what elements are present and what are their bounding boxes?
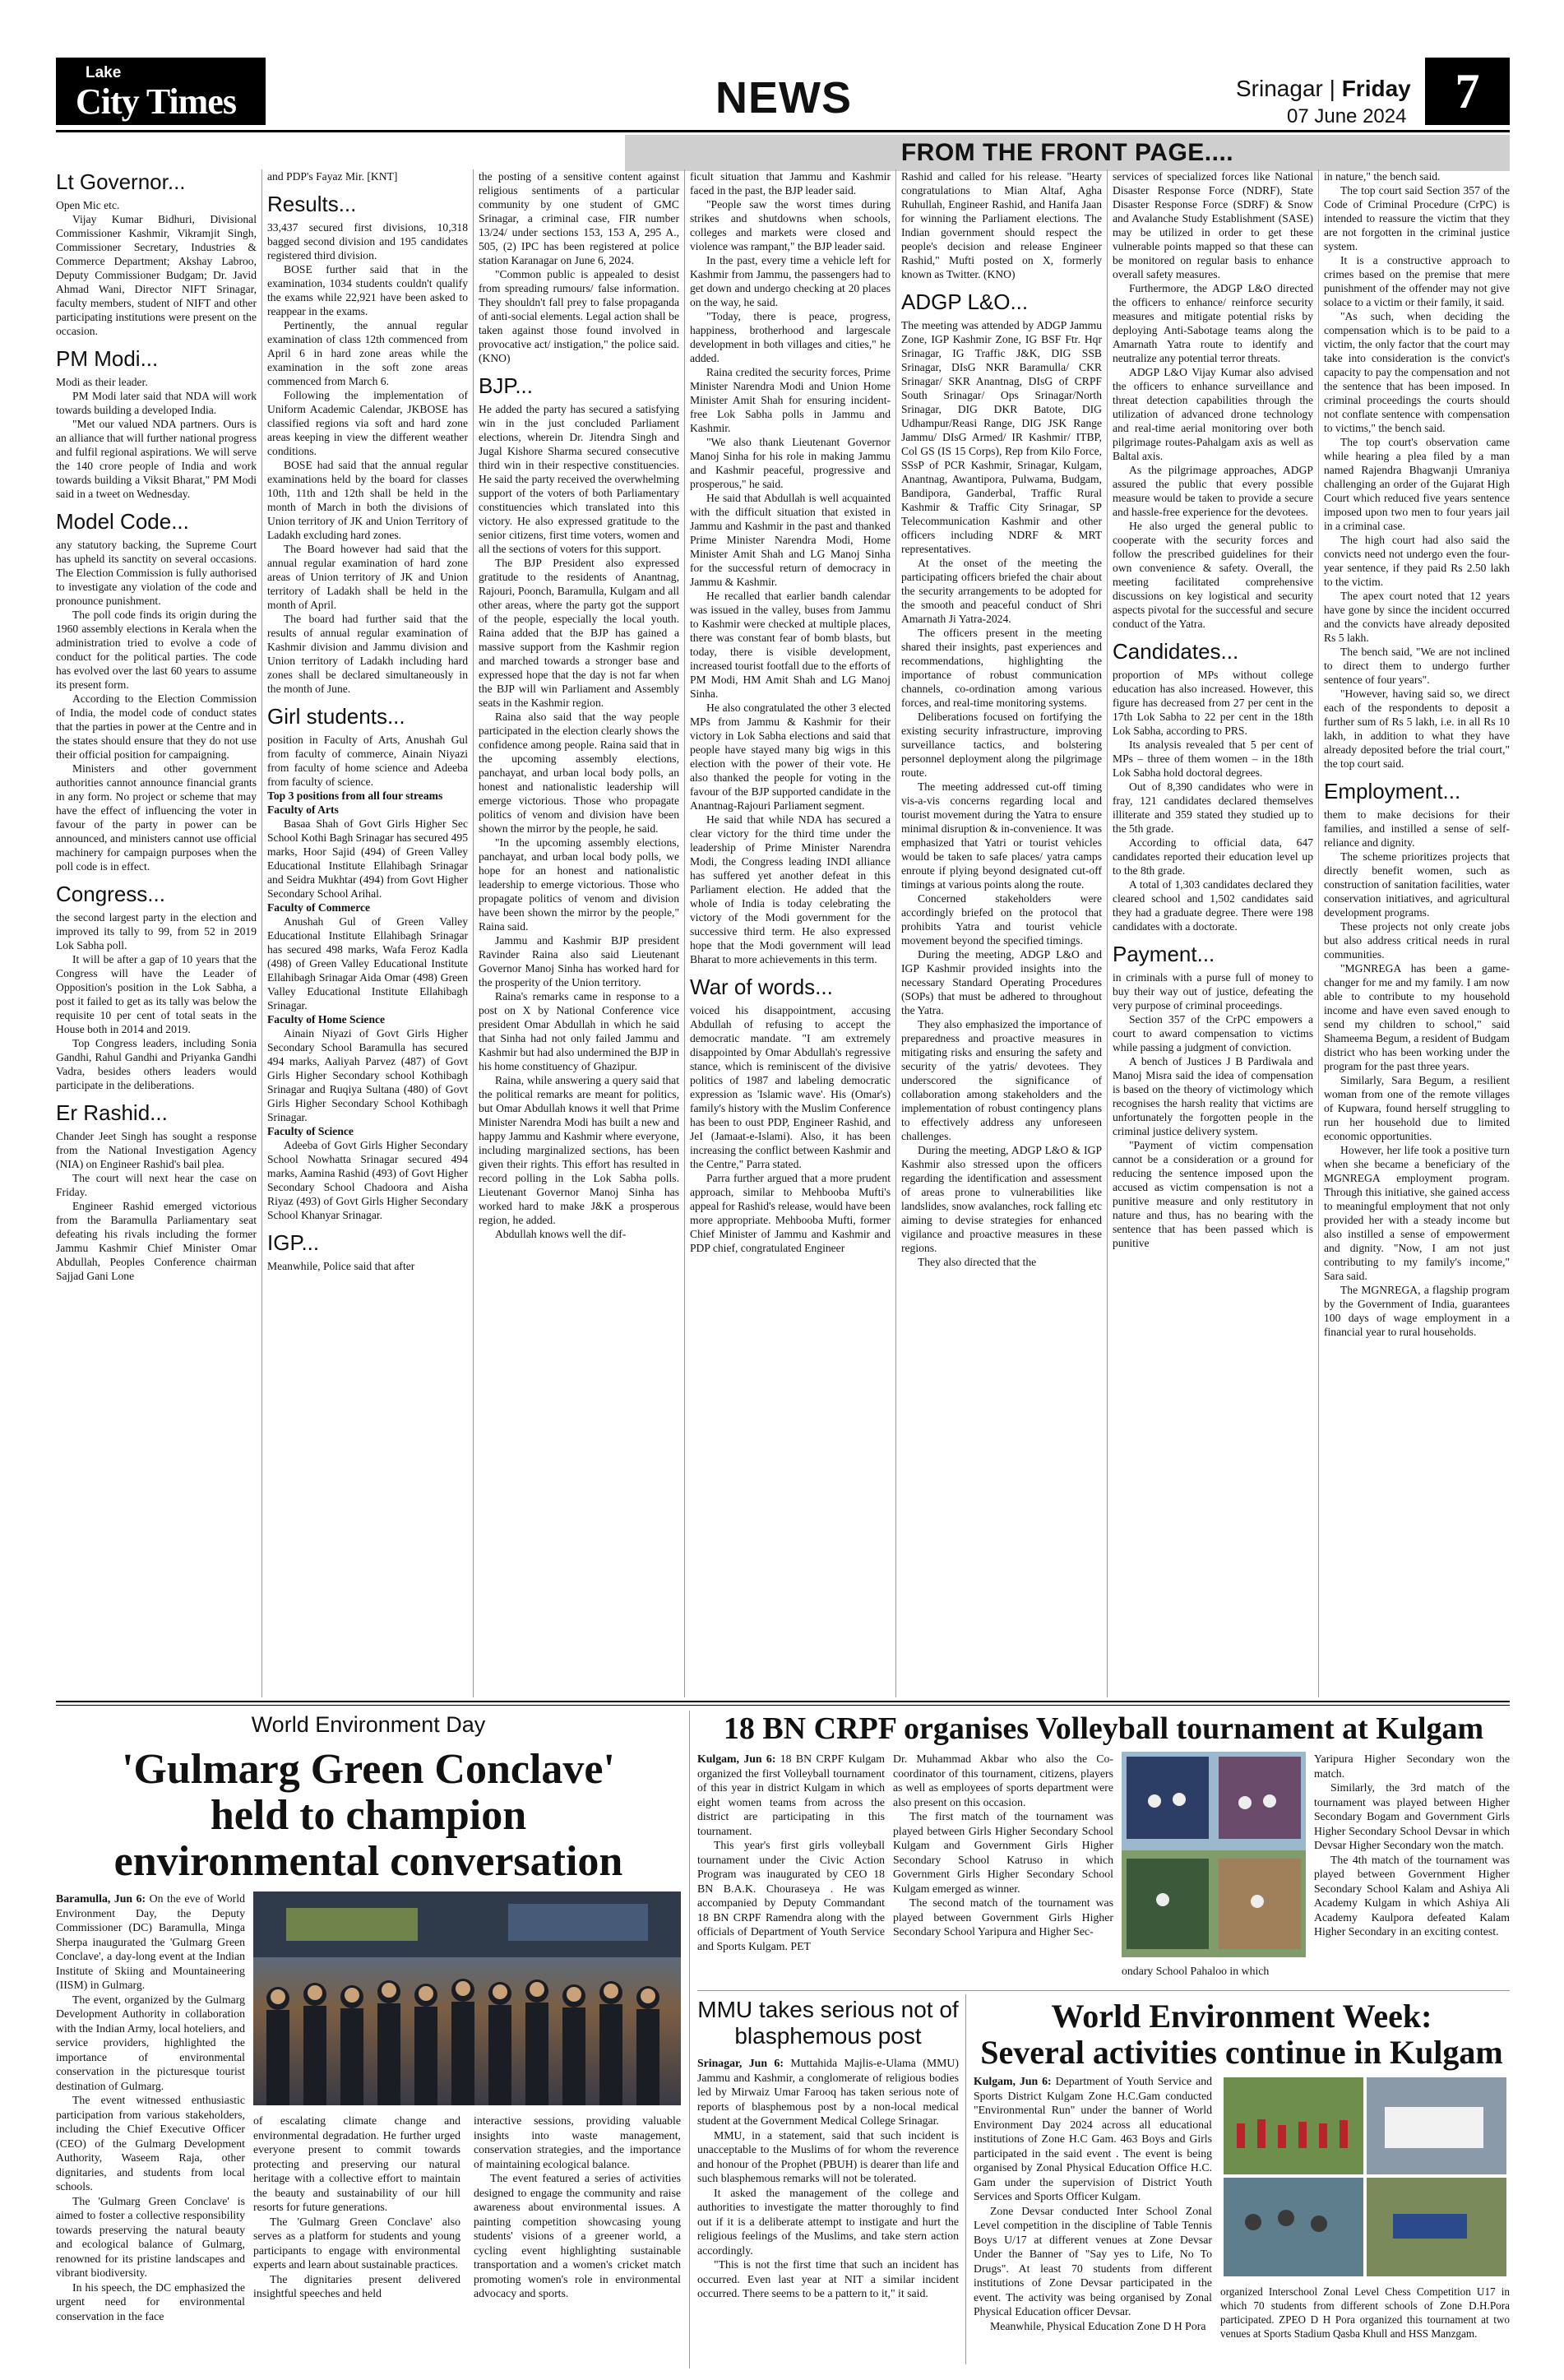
paragraph: He added the party has secured a satisfying win in the just concluded Parliament elections, wherein Dr. Jitendra Singh and Jugal Kishore Sharma secured consecutive third win in their respective constituencies. He said the party received the overwhelming support of the voters of both Parliamentary constituencies which translated into this victory. He also expressed gratitude to the senior citizens, first time voters, women and all the sections of voters for this support. — [479, 403, 679, 555]
paragraph: Chander Jeet Singh has sought a response from the National Investigation Agency (NIA) on Engineer Rashid's bail plea. — [56, 1130, 257, 1170]
crpf-col-1: Kulgam, Jun 6: 18 BN CRPF Kulgam organized the first Volleyball tournament of this year in district Kulgam in which eight women teams from across the district are participating in this tournament. This year's first girls volleyball tournament under the Civic Action Program was inaugurated by CEO 18 BN B.A.K. Chouraseya . He was accompanied by Deputy Commandant 18 BN CRPF Ramendra along with the officials of Department of Youth Service and Sports Kulgam. PET — [697, 1753, 885, 1952]
paragraph: ADGP L&O Vijay Kumar also advised the officers to enhance surveillance and threat detection capabilities through the utilization of advanced drone technology and real-time aerial monitoring over both pilgrimage routes-Pahalgam axis as well as Baltal axis. — [1113, 366, 1313, 462]
paragraph: "Common public is appealed to desist from spreading rumours/ false information. They shouldn't fall prey to false propaganda of anti-social elements. Legal action shall be taken against those found involved in provocative act/ instigation," the police said. (KNO) — [479, 268, 679, 364]
paragraph: BOSE further said that in the examination, 1034 students couldn't qualify the exams while 22,921 have been asked to reappear in the exams. — [267, 263, 468, 317]
paragraph: Engineer Rashid emerged victorious from the Baramulla Parliamentary seat defeating his rivals including the former Jammu Kashmir Chief Minister Omar Abdullah, Peoples Conference chairman Sajjad Gani Lone — [56, 1200, 257, 1282]
paragraph: Jammu and Kashmir BJP president Ravinder Raina also said Lieutenant Governor Manoj Sinha has worked hard for the prosperity of the Union territory. — [479, 934, 679, 989]
story-heading: ADGP L&O... — [901, 289, 1029, 314]
story-heading: BJP... — [479, 373, 534, 398]
column-divider — [965, 1994, 966, 2364]
paragraph: The meeting was attended by ADGP Jammu Zone, IGP Kashmir Zone, IG BSF Ftr. Hqr Srinagar, IG Traffic J&K, DIG SSB Srinagar, DIsG NKR Baramulla/ CKR Srinagar/ SKR Anantnag, DIsG of CRPF South Srinagar/ Ops Srinagar/North Srinagar, DIG DKR Batote, DIG Udhampur/Reasi Range, DIG JSK Range Jammu/ DIsG Armed/ IR Kashmir/ ITBP, Col GS (IS 15 Corps), Rep from Kilo Force, SSsP of PCR Kashmir, Srinagar, Kulgam, Anantnag, Awantipora, Pulwama, Budgam, Bandipora, Ganderbal, Traffic Rural Kashmir & Traffic City Srinagar, SP Telecommunication Kashmir and other officers including NDRF & MRT representatives. — [901, 319, 1102, 555]
paragraph: He said that while NDA has secured a clear victory for the third time under the leadership of Prime Minister Narendra Modi, the Congress leading INDI alliance has suffered yet another defeat in this Parliament election. He added that the whole of India is today celebrating the victory of the Modi government for the successive third term. He also expressed hope that the Modi government will lead Bharat to more achievements in this term. — [690, 813, 891, 965]
paragraph: Abdullah knows well the dif- — [495, 1228, 627, 1240]
column-1 — [56, 169, 257, 1699]
paragraph: the posting of a sensitive content against religious sentiments of a particular community by one student of GMC Srinagar, a criminal case, FIR number 13/24/ under sections 153, 153 A, 295 A., 505, (2) IPC has been registered at police station Karanagar on June 6, 2024. — [479, 170, 679, 266]
paragraph: The bench said, "We are not inclined to direct them to undergo further sentence of four years". — [1324, 646, 1510, 686]
paragraph: Concerned stakeholders were accordingly briefed on the protocol that prohibits Yatra and tourist vehicle movement beyond the specified timings. — [901, 892, 1102, 947]
paragraph: "In the upcoming assembly elections, panchayat, and urban local body polls, we hope for an honest and nationalistic leadership to emerge victorious. Those who propagate politics of venom and division have been shown the mirror by the people," Raina said. — [479, 836, 679, 933]
paragraph: them to make decisions for their families, and instilled a sense of self-reliance and dignity. — [1324, 808, 1510, 849]
paragraph: The board had further said that the results of annual regular examination of Kashmir division and Jammu division and Union territory of Ladakh including hard zones shall be declared simultaneously in the month of June. — [267, 613, 468, 695]
column-divider — [684, 169, 685, 1697]
subheading: Top 3 positions from all four streams — [267, 789, 443, 802]
subheading: Faculty of Arts — [267, 803, 339, 816]
paragraph: Out of 8,390 candidates who were in fray, 121 candidates declared themselves illiterate and 359 stated they studied up to the 5th grade. — [1113, 780, 1313, 835]
gulmarg-col-2: of escalating climate change and environmental degradation. He further urged everyone present to commit towards protecting and preserving our natural heritage with a collective effort to maintain the beauty and sustainability of our hill resorts for future generations. The 'Gulmarg Green Conclave' also serves as a platform for students and young participants to engage with environmental experts and learn about sustainable practices. The dignitaries present delivered insightful speeches and held — [253, 2114, 460, 2299]
column-divider — [261, 169, 262, 1697]
column-divider — [895, 169, 896, 1697]
paragraph: Raina also said that the way people participated in the election clearly shows the confidence among people. Raina said that in the upcoming assembly elections, panchayat, and urban local body polls, an honest and nationalistic leadership will emerge victorious. Those who propagate politics of venom and division have been shown the mirror by the people, he said. — [479, 711, 679, 835]
paragraph: Anushah Gul of Green Valley Educational Institute Ellahibagh Srinagar has secured 498 marks, Wafa Feroz Kadla (498) of Green Valley Educational Institute Ellahibagh Srinagar Aida Omar (498) Green Valley Educational Institute Ellahibagh Srinagar. — [267, 915, 468, 1012]
paragraph: Following the implementation of Uniform Academic Calendar, JKBOSE has classified regions via soft and hard zone areas keeping in view the different weather conditions. — [267, 389, 468, 457]
paragraph: "People saw the worst times during strikes and shutdowns when schools, colleges and markets were closed and violence was rampant," the BJP leader said. — [690, 198, 891, 252]
paragraph: The BJP President also expressed gratitude to the residents of Anantnag, Rajouri, Poonch, Baramulla, Kulgam and all other areas, where the party got the support of the people, especially the local youth. Raina added that the BJP has gained a massive support from the Kashmir region and marched towards a stronger base and expressed hope that the day is not far when the BJP will win Parliament and Assembly seats in the Kashmir region. — [479, 557, 679, 709]
mmu-body: Srinagar, Jun 6: Muttahida Majlis-e-Ulama (MMU) Jammu and Kashmir, a conglomerate of religious bodies led by Mirwaiz Umar Farooq has taken serious note of reports of blasphemous post by a non-local medical student at the Government Medical College Srinagar. MMU, in a statement, said that such incident is unacceptable to the Muslims of for whom the reverence and honour of the Prophet (PBUH) is dearer than life and such blasphemous remarks will not be tolerated. It asked the management of the college and authorities to investigate the matter thoroughly to find out if it is a deliberate attempt to instigate and hurt the religious feelings of the Muslims, and take stern action accordingly. "This is not the first time that such an incident has occurred. Even last year at NIT a similar incident occurred. There seems to be a pattern to it," it said. — [697, 2057, 959, 2299]
masthead-top: Lake — [86, 64, 122, 81]
paragraph: The meeting addressed cut-off timing vis-a-vis concerns regarding local and tourist movement during the Yatra to ensure minimal disruption & in-convenience. It was emphasized that Yatri or tourist vehicles would be taken to safe places/ yatra camps enroute if plying beyond designated cut-off timings at various points along the route. — [901, 780, 1102, 891]
paragraph: Raina's remarks came in response to a post on X by National Conference vice president Omar Abdullah in which he said that Sinha had not only failed Jammu and Kashmir but had also undermined the BJP in his home constituency of Ghazipur. — [479, 990, 679, 1072]
story-divider — [697, 1990, 1510, 1991]
paragraph: Open Mic etc. — [56, 199, 120, 211]
paragraph: The apex court noted that 12 years have gone by since the incident occurred and the convicts have already deposited Rs 5 lakh. — [1324, 590, 1510, 644]
paragraph: BOSE had said that the annual regular examinations held by the board for classes 10th, 11th and 12th shall be held in the month of March in both the divisions of Union territory of JK and Union Territory of Ladakh excluding hard zones. — [267, 459, 468, 541]
column-6 — [1113, 169, 1313, 1699]
paragraph: Meanwhile, Police said that after — [267, 1260, 415, 1272]
section-title: NEWS — [715, 73, 852, 123]
paragraph: Basaa Shah of Govt Girls Higher Sec School Kothi Bagh Srinagar has secured 495 marks, Hoor Sajid (494) of Green Valley Educational Institute Ellahibagh Srinagar and Seidra Mukhtar (494) from Govt Higher Secondary School Arihal. — [267, 817, 468, 900]
paragraph: Vijay Kumar Bidhuri, Divisional Commissioner Kashmir, Vikramjit Singh, Commissioner Secretary, Industries & Commerce Department; Akshay Labroo, Deputy Commissioner Budgam; Dr. Javid Ahmad Wani, Director NIFT Srinagar, faculty members, student of NIFT and other participating institutions were present on the occasion. — [56, 213, 257, 337]
paragraph: They also emphasized the importance of preparedness and proactive measures in mitigating risks and ensuring the safety and security of the yatris/ devotees. They underscored the significance of collaboration among stakeholders and the implementation of robust contingency plans to effectively address any unforeseen challenges. — [901, 1018, 1102, 1142]
column-3 — [479, 169, 679, 1699]
story-heading: Employment... — [1324, 779, 1461, 803]
column-divider — [1318, 169, 1319, 1697]
paragraph: These projects not only create jobs but also address critical needs in rural communities. — [1324, 920, 1510, 961]
paragraph: Modi as their leader. — [56, 376, 148, 388]
paragraph: The court will next hear the case on Friday. — [56, 1172, 257, 1198]
section-rule — [56, 1701, 1510, 1702]
paragraph: "Met our valued NDA partners. Ours is an alliance that will further national progress and fulfil regional aspirations. We will serve the 140 crore people of India and work towards building a Viksit Bharat," PM Modi said in a tweet on Wednesday. — [56, 418, 257, 500]
gulmarg-kicker: World Environment Day — [251, 1712, 486, 1737]
envweek-headline: World Environment Week: Several activities continue in Kulgam — [980, 1998, 1503, 2071]
paragraph: "MGNREGA has been a game-changer for me and my family. I am now able to contribute to my household income and have even saved enough to send my children to school," said Shameema Begum, a resident of Budgam district who has been working under the program for the past three years. — [1324, 962, 1510, 1072]
envweek-side-text: organized Interschool Zonal Level Chess Competition U17 in which 70 students from different schools of Zone D.H.Pora participated. ZPEO D H Pora organized this tournament at two venues at Sports Stadium Qasba Khull and HSS Manzgam. — [1220, 2285, 1510, 2340]
story-heading: Congress... — [56, 882, 165, 906]
paragraph: He recalled that earlier bandh calendar was issued in the valley, buses from Jammu to Kashmir were checked at multiple places, there was constant fear of bomb blasts, but today, there is visible development, increased tourist footfall due to the efforts of PM Modi, HM Amit Shah and LG Manoj Sinha. — [690, 590, 891, 700]
paragraph: position in Faculty of Arts, Anushah Gul from faculty of commerce, Ainain Niyazi from faculty of home science and Adeeba from faculty of science. — [267, 734, 468, 788]
paragraph: The top court's observation came while hearing a plea filed by a man named Rajendra Bhagwanji Umraniya challenging an order of the Gujarat High Court which reduced five years sentence imposed upon two men to four years jail in a criminal case. — [1324, 436, 1510, 532]
page-number: 7 — [1425, 58, 1510, 125]
paragraph: Adeeba of Govt Girls Higher Secondary School Nowhatta Srinagar secured 494 marks, Aamina Rashid (493) of Govt Higher Secondary School Chadoora and Aisha Riyaz (493) of Govt Girls Higher Secondary School Khanyar Srinagar. — [267, 1139, 468, 1221]
column-4 — [690, 169, 891, 1699]
paragraph: Section 357 of the CrPC empowers a court to award compensation to victims while passing a judgment of conviction. — [1113, 1013, 1313, 1053]
paragraph: voiced his disappointment, accusing Abdullah of refusing to accept the democratic mandate. "I am extremely disappointed by Omar Abdullah's regressive stance, which is reminiscent of the divisive politics of 1987 and labeling democratic expression as 'Islamic wave'. His (Omar's) family's history with the Muslim Conference has been to oust PDP, Engineer Rashid, and JeI (Jamaat-e-Islami). Also, it has been increasing the conflict between Kashmir and the Centre," Parra stated. — [690, 1004, 891, 1170]
paragraph: 33,437 secured first divisions, 10,318 bagged second division and 195 candidates registered third division. — [267, 221, 468, 262]
paragraph: and PDP's Fayaz Mir. [KNT] — [267, 170, 398, 183]
paragraph: The top court said Section 357 of the Code of Criminal Procedure (CrPC) is intended to reassure the victim that they are not forgotten in the criminal justice system. — [1324, 184, 1510, 252]
paragraph: Ainain Niyazi of Govt Girls Higher Secondary School Baramulla has secured 494 marks, Aaliyah Parvez (487) of Govt Girls Higher Secondary school Kothibagh Srinagar and Ruqiya Sultana (480) of Govt Girls Higher Secondary School Kothibagh Srinagar. — [267, 1027, 468, 1123]
paragraph: services of specialized forces like National Disaster Response Force (NDRF), State Disaster Response Force (SDRF) & Snow and Avalanche Study Establishment (SASE) may be utilized in order to get these vulnerable points mapped so that these can be monitored on regular basis to enhance overall safety measures. — [1113, 170, 1313, 280]
paragraph: Ministers and other government authorities cannot announce financial grants in any form. No project or scheme that may have the effect of influencing the voter in favour of the party in power can be announced, and ministers cannot use official machinery for campaign purposes when the poll code is in effect. — [56, 762, 257, 873]
paragraph: proportion of MPs without college education has also increased. However, this figure has decreased from 27 per cent in the 17th Lok Sabha to 22 per cent in the 18th Lok Sabha, according to PRS. — [1113, 669, 1313, 737]
paragraph: He also congratulated the other 3 elected MPs from Jammu & Kashmir for their victory in Lok Sabha elections and said that people have stayed many big wigs in this election with the power of their vote. He also thanked the people for voting in the favour of the BJP supported candidate in the Anantnag-Rajouri Parliament segment. — [690, 701, 891, 812]
envweek-photo-collage — [1220, 2074, 1510, 2280]
paragraph: any statutory backing, the Supreme Court has upheld its sanctity on several occasions. The Election Commission is fully authorised to investigate any violation of the code and pronounce punishment. — [56, 539, 257, 607]
gulmarg-group-photo — [253, 1891, 681, 2105]
gulmarg-col-1: Baramulla, Jun 6: On the eve of World Environment Day, the Deputy Commissioner (DC) Baramulla, Minga Sherpa inaugurated the 'Gulmarg Green Conclave', a day-long event at the Indian Institute of Skiing and Mountaineering (IISM) in Gulmarg. The event, organized by the Gulmarg Development Authority in collaboration with the Indian Army, local hoteliers, and service providers, highlighted the importance of environmental conservation in the picturesque tourist destination of Gulmarg. The event witnessed enthusiastic participation from various stakeholders, including the Chief Executive Officer (CEO) of the Gulmarg Development Authority, Waseem Raja, other dignitaries, and students from local schools. The 'Gulmarg Green Conclave' is aimed to foster a collective responsibility towards preserving the natural beauty and ecological balance of Gulmarg, renowned for its pristine landscapes and vibrant biodiversity. In his speech, the DC emphasized the urgent need for environmental conservation in the face — [56, 1892, 245, 2322]
paragraph: It will be after a gap of 10 years that the Congress will have the Leader of Opposition's position in the Lok Sabha, a post it failed to get as its tally was below the requisite 10 per cent of total seats in the House both in 2014 and 2019. — [56, 953, 257, 1035]
column-divider — [1107, 169, 1108, 1697]
story-heading: Er Rashid... — [56, 1100, 168, 1125]
paragraph: At the onset of the meeting the participating officers briefed the chair about the security arrangements to be adopted for the smooth and peaceful conduct of Shri Amarnath Ji Yatra-2024. — [901, 557, 1102, 625]
paragraph: Deliberations focused on fortifying the existing security infrastructure, improving surveillance tactics, and bolstering personnel deployment along the pilgrimage route. — [901, 711, 1102, 779]
story-heading: Girl students... — [267, 704, 405, 729]
crpf-col-2: Dr. Muhammad Akbar who also the Co-coordinator of this tournament, citizens, players as well as employees of sports department were also present on this occasion. The first match of the tournament was played between Girls Higher Secondary School Kulgam and Government Girls Higher Secondary School Katruso in which Government Girls Higher Secondary School Kulgam emerged as winner. The second match of the tournament was played between Government Girls Higher Secondary School Yaripura and Higher Sec- — [893, 1753, 1113, 1938]
story-heading: Results... — [267, 192, 357, 216]
header-rule — [56, 130, 1510, 132]
gulmarg-headline: 'Gulmarg Green Conclave' held to champion environmental conversation — [113, 1746, 623, 1885]
paragraph: During the meeting, ADGP L&O and IGP Kashmir provided insights into the necessary Standard Operating Procedures (SOPs) that must be adhered to throughout the Yatra. — [901, 948, 1102, 1016]
gulmarg-col-3: interactive sessions, providing valuable insights into waste management, conservation strategies, and the importance of maintaining ecological balance. The event featured a series of activities designed to engage the community and raise awareness about environmental issues. A painting competition showcasing young students' visions of a greener world, a cycling event highlighting sustainable transportation and a women's cricket match promoting women's role in environmental advocacy and sports. — [474, 2114, 681, 2299]
story-heading: Payment... — [1113, 942, 1215, 966]
paragraph: The scheme prioritizes projects that directly benefit women, such as construction of sanitation facilities, water conservation initiatives, and agricultural development programs. — [1324, 850, 1510, 919]
volleyball-photo — [1122, 1752, 1306, 1957]
paragraph: in criminals with a purse full of money to buy their way out of justice, defeating the very purpose of criminal proceedings. — [1113, 971, 1313, 1012]
story-heading: IGP... — [267, 1230, 320, 1255]
section-rule — [56, 1705, 1510, 1706]
story-heading: Candidates... — [1113, 639, 1239, 664]
paragraph: He said that Abdullah is well acquainted with the difficult situation that existed in Jammu and Kashmir in the past and thanked Prime Minister Narendra Modi, Home Minister Amit Shah and LG Manoj Sinha for the successful return of democracy in Jammu & Kashmir. — [690, 492, 891, 588]
column-2 — [267, 169, 468, 1699]
paragraph: The poll code finds its origin during the 1960 assembly elections in Kerala when the administration tried to evolve a code of conduct for the political parties. The code has evolved over the last 60 years to assume its present form. — [56, 609, 257, 691]
mmu-headline: MMU takes serious not of blasphemous post — [697, 1997, 959, 2049]
paragraph: "However, having said so, we direct each of the respondents to deposit a further sum of Rs 5 lakh, i.e. in all Rs 10 lakh, in addition to what they have already deposited before the trial court," the top court said. — [1324, 688, 1510, 770]
column-divider — [473, 169, 474, 1697]
paragraph: Furthermore, the ADGP L&O directed the officers to enhance/ reinforce security measures and mitigate potential risks by deploying Anti-Sabotage teams along the Amarnath Yatra route to identify and neutralize any potential terror threats. — [1113, 282, 1313, 364]
paragraph: Raina credited the security forces, Prime Minister Narendra Modi and Union Home Minister Amit Shah for ensuring incident-free Lok Sabha polls in Jammu and Kashmir. — [690, 366, 891, 434]
paragraph: in nature," the bench said. — [1324, 170, 1441, 183]
paragraph: Parra further argued that a more prudent approach, similar to Mehbooba Mufti's appeal for Rashid's release, would have been more appropriate. Mehbooba Mufti, former Chief Minister of Jammu and Kashmir and PDP chief, congratulated Engineer — [690, 1172, 891, 1254]
subheading: Faculty of Home Science — [267, 1013, 386, 1026]
story-heading: Model Code... — [56, 509, 189, 534]
issue-date: 07 June 2024 — [1287, 105, 1407, 127]
paragraph: Raina, while answering a query said that the political remarks are meant for politics, but Omar Abdullah knows it well that Prime Minister Narendra Modi has built a new and happy Jammu and Kashmir where everyone, including marginalized sections, has been given their rights. This effort has resulted in record polling in the Lok Sabha polls. Lieutenant Governor Manoj Sinha has worked hard to make J&K a prosperous region, he added. — [479, 1074, 679, 1226]
paragraph: Top Congress leaders, including Sonia Gandhi, Rahul Gandhi and Priyanka Gandhi Vadra, besides others leaders would participate in the deliberations. — [56, 1037, 257, 1091]
paragraph: It is a constructive approach to crimes based on the premise that mere punishment of the offender may not give solace to a victim or their family, it said. — [1324, 254, 1510, 308]
masthead-main: City Times — [76, 81, 236, 122]
paragraph: The MGNREGA, a flagship program by the Government of India, guarantees 100 days of wage employment in a financial year to rural households. — [1324, 1284, 1510, 1338]
crpf-col-4: Yaripura Higher Secondary won the match. Similarly, the 3rd match of the tournament was played between Higher Secondary Bogam and Government Girls Higher Secondary School Devsar in which Devsar Higher Secondary won the match. The 4th match of the tournament was played between Government Higher Secondary School Kalam and Ashiya Ali Academy Kulgam in which Ashiya Ali Academy Kaulpora defeated Kalam Higher Secondary in an exciting contest. — [1314, 1753, 1510, 1938]
crpf-col-3: ondary School Pahaloo in which — [1122, 1965, 1270, 1977]
paragraph: "Today, there is peace, progress, happiness, brotherhood and largescale development in both villages and cities," he added. — [690, 310, 891, 364]
column-7 — [1324, 169, 1510, 1699]
subheading: Faculty of Science — [267, 1125, 354, 1137]
column-divider — [689, 1711, 690, 2368]
paragraph: However, her life took a positive turn when she became a beneficiary of the MGNREGA employment program. Through this initiative, she gained access to meaningful employment that not only provided her with a steady income but also instilled a sense of empowerment and dignity. "Now, I am not just contributing to my family's income," Sara said. — [1324, 1144, 1510, 1282]
paragraph: Its analysis revealed that 5 per cent of MPs – three of them women – in the 18th Lok Sabha hold doctoral degrees. — [1113, 739, 1313, 779]
masthead-logo — [56, 58, 266, 125]
paragraph: During the meeting, ADGP L&O & IGP Kashmir also stressed upon the officers regarding the identification and assessment of areas prone to vulnerabilities like landslides, snow avalanches, rock falling etc aiming to devise strategies for enhanced vigilance and proactive measures in these regions. — [901, 1144, 1102, 1254]
paragraph: "As such, when deciding the compensation which is to be paid to a victim, the only factor that the court may take into consideration is the convict's capacity to pay the compensation and not the sentence that has been imposed. In criminal proceedings the courts should not conflate sentence with compensation to victims," the bench said. — [1324, 310, 1510, 434]
story-heading: Lt Governor... — [56, 169, 186, 194]
section-banner: FROM THE FRONT PAGE.... — [625, 135, 1510, 171]
paragraph: the second largest party in the election and improved its tally to 99, from 52 in 2019 Lok Sabha poll. — [56, 911, 257, 952]
paragraph: PM Modi later said that NDA will work towards building a developed India. — [56, 390, 257, 416]
paragraph: In the past, every time a vehicle left for Kashmir from Jammu, the passengers had to get down and undergo checking at 20 places on the way, he said. — [690, 254, 891, 308]
paragraph: ficult situation that Jammu and Kashmir faced in the past, the BJP leader said. — [690, 170, 891, 197]
paragraph: According to official data, 647 candidates reported their education level up to the 8th grade. — [1113, 836, 1313, 877]
paragraph: As the pilgrimage approaches, ADGP assured the public that every possible measure would be taken to provide a secure and hassle-free experience for the devotees. — [1113, 464, 1313, 518]
paragraph: He also urged the general public to cooperate with the security forces and follow the prescribed guidelines for their own convenience & safety. Overall, the meeting facilitated comprehensive discussions on key logistical and security aspects pivotal for the successful and secure conduct of the Yatra. — [1113, 520, 1313, 630]
column-5 — [901, 169, 1102, 1699]
paragraph: A bench of Justices J B Pardiwala and Manoj Misra said the idea of compensation is based on the theory of victimology which recognises the harsh reality that victims are unfortunately the forgotten people in the criminal justice delivery system. — [1113, 1055, 1313, 1137]
paragraph: The high court had also said the convicts need not undergo even the four-year sentence, if they paid Rs 2.50 lakh to the victim. — [1324, 534, 1510, 588]
paragraph: According to the Election Commission of India, the model code of conduct states that the parties in power at the Centre and in the states should ensure that they do not use their official position for campaigning. — [56, 692, 257, 761]
paragraph: A total of 1,303 candidates declared they cleared school and 1,502 candidates said they had a graduate degree. There were 198 candidates with a doctorate. — [1113, 878, 1313, 933]
envweek-body: Kulgam, Jun 6: Department of Youth Service and Sports District Kulgam Zone H.C.Gam conducted "Environmental Run" under the banner of World Environment Day 2024 across all educational institutions of Zone H.C Gam. 463 Boys and Girls participated in the said event . The event is being organised by Zonal Physical Education Office H.C. Gam under the supervision of District Youth Services and Sports Officer Kulgam. Zone Devsar conducted Inter School Zonal Level competition in the discipline of Table Tennis Boys U/17 at different venues at Zone Devsar Under the Banner of "Say yes to Life, No To Drugs". At least 70 students from different institutions of Zone Devsar participated in the event. The activity was being organised by Zonal Physical Education officer Devsar. Meanwhile, Physical Education Zone D H Pora — [974, 2075, 1212, 2332]
paragraph: The Board however had said that the annual regular examination of hard zone areas of Union territory of JK and Union territory of Ladakh shall be held in the month of April. — [267, 543, 468, 611]
story-heading: PM Modi... — [56, 346, 159, 371]
subheading: Faculty of Commerce — [267, 901, 371, 914]
crpf-headline: 18 BN CRPF organises Volleyball tournament at Kulgam — [723, 1711, 1484, 1746]
story-heading: War of words... — [690, 975, 833, 999]
paragraph: The officers present in the meeting shared their insights, past experiences and recommendations, highlighting the importance of robust communication channels, co-ordination among various forces, and real-time monitoring systems. — [901, 627, 1102, 709]
paragraph: Rashid and called for his release. "Hearty congratulations to Mian Altaf, Agha Ruhullah, Engineer Rashid, and Hanifa Jaan for winning the Parliament elections. The Indian government should respect the people's decision and release Engineer Rashid," Mufti posted on X, formerly known as Twitter. (KNO) — [901, 170, 1102, 280]
paragraph: They also directed that the — [918, 1256, 1037, 1268]
dateline-city: Srinagar | Friday — [1236, 76, 1411, 101]
paragraph: Similarly, Sara Begum, a resilient woman from one of the remote villages of Kupwara, found herself struggling to run her household due to limited economic opportunities. — [1324, 1074, 1510, 1142]
paragraph: Pertinently, the annual regular examination of class 12th commenced from April 6 in hard zone areas while the examination in the soft zone areas commenced from March 6. — [267, 319, 468, 387]
paragraph: "Payment of victim compensation cannot be a consideration or a ground for reducing the sentence imposed upon the accused as victim compensation is not a punitive measure and only restitutory in nature and thus, has no bearing with the sentence that has been passed which is punitive — [1113, 1139, 1313, 1249]
paragraph: "We also thank Lieutenant Governor Manoj Sinha for his role in making Jammu and Kashmir peaceful, progressive and prosperous," he said. — [690, 436, 891, 490]
